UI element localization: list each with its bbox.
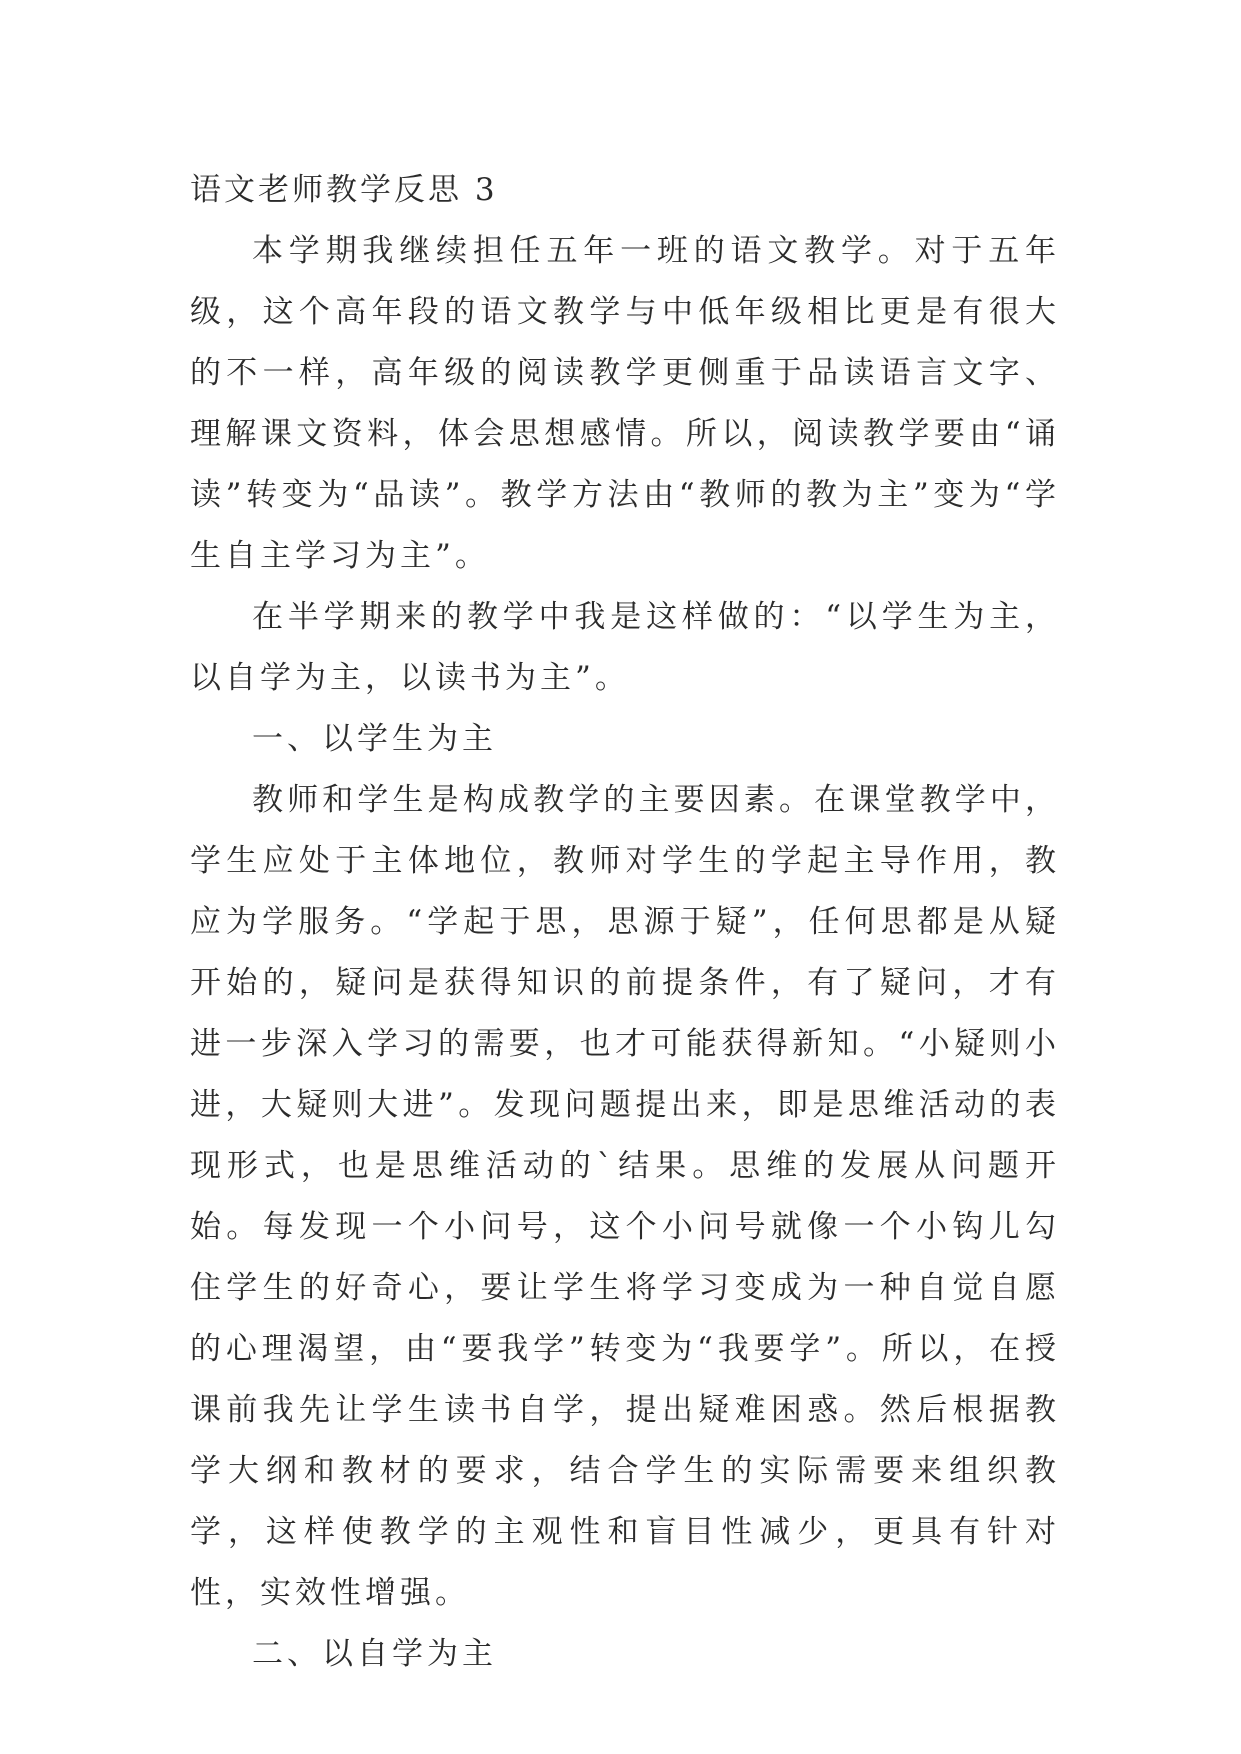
paragraph-intro: 本学期我继续担任五年一班的语文教学。对于五年级，这个高年段的语文教学与中低年级相比更是有很大的不一样，高年级的阅读教学更侧重于品读语言文字、理解课文资料，体会思想感情。所以，阅读教学要由“诵读”转变为“品读”。教学方法由“教师的教为主”变为“学生自主学习为主”。 [190, 233, 1060, 574]
document-body [190, 160, 1060, 1685]
paragraph-approach: 在半学期来的教学中我是这样做的：“以学生为主，以自学为主，以读书为主”。 [190, 599, 1060, 696]
section-heading-self-study: 二、以自学为主 [252, 1636, 497, 1672]
document-title: 语文老师教学反思 3 [190, 172, 498, 208]
paragraph-student-centered: 教师和学生是构成教学的主要因素。在课堂教学中，学生应处于主体地位，教师对学生的学起主导作用，教应为学服务。“学起于思，思源于疑”，任何思都是从疑开始的，疑问是获得知识的前提条件，有了疑问，才有进一步深入学习的需要，也才可能获得新知。“小疑则小进，大疑则大进”。发现问题提出来，即是思维活动的表现形式，也是思维活动的`结果。思维的发展从问题开始。每发现一个小问号，这个小问号就像一个小钩儿勾住学生的好奇心，要让学生将学习变成为一种自觉自愿的心理渴望，由“要我学”转变为“我要学”。所以，在授课前我先让学生读书自学，提出疑难困惑。然后根据教学大纲和教材的要求，结合学生的实际需要来组织教学，这样使教学的主观性和盲目性减少，更具有针对性，实效性增强。 [190, 782, 1060, 1611]
section-heading-student-centered: 一、以学生为主 [252, 721, 497, 757]
